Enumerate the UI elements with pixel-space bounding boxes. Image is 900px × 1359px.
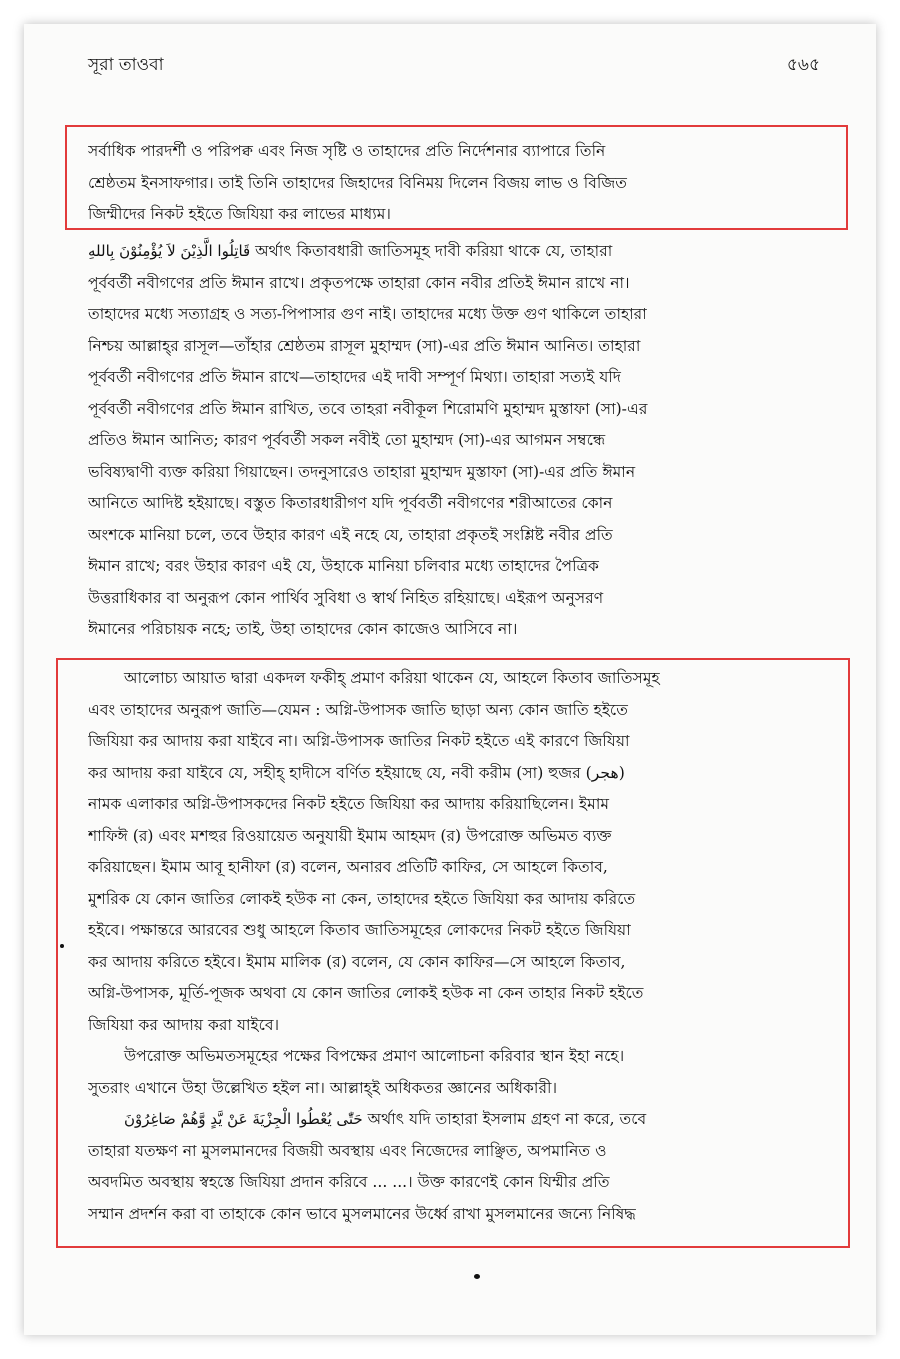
text-line: কর আদায় করিতে হইবে। ইমাম মালিক (র) বলেন, যে কোন কাফির—সে আহলে কিতাব, bbox=[88, 952, 626, 971]
box2-paragraph-2 bbox=[88, 1041, 820, 1104]
text-line: পূর্ববর্তী নবীগণের প্রতি ঈমান রাখে। প্রকৃতপক্ষে তাহারা কোন নবীর প্রতিই ঈমান রাখে না। bbox=[88, 273, 630, 292]
text-line: কর আদায় করা যাইবে যে, সহীহ্‌ হাদীসে বর্ণিত হইয়াছে যে, নবী করীম (সা) হুজর (هجر) bbox=[88, 763, 625, 782]
text-line: হইবে। পক্ষান্তরে আরবের শুধু আহলে কিতাব জাতিসমূহের লোকদের নিকট হইতে জিযিয়া bbox=[88, 921, 631, 939]
text-line: নিশ্চয় আল্লাহ্‌র রাসূল—তাঁহার শ্রেষ্ঠতম রাসূল মুহাম্মদ (সা)-এর প্রতি ঈমান আনিত। তাহারা bbox=[88, 336, 641, 355]
surah-title: সূরা তাওবা bbox=[88, 55, 164, 75]
text-line: মুশরিক যে কোন জাতির লোকই হউক না কেন, তাহাদের হইতে জিযিয়া কর আদায় করিতে bbox=[88, 889, 636, 908]
text-line: জিম্মীদের নিকট হইতে জিযিয়া কর লাভের মাধ্যম। bbox=[88, 205, 392, 223]
text-line bbox=[88, 236, 820, 268]
text-line: প্রতিও ঈমান আনিত; কারণ পূর্ববর্তী সকল নবীই তো মুহাম্মদ (সা)-এর আগমন সম্বন্ধে bbox=[88, 431, 606, 449]
text-line bbox=[88, 1104, 820, 1136]
box2-paragraph-3 bbox=[88, 1104, 820, 1230]
text-line: শাফিঈ (র) এবং মশহুর রিওয়ায়েত অনুযায়ী ইমাম আহমদ (র) উপরোক্ত অভিমত ব্যক্ত bbox=[88, 826, 612, 845]
page-number: ৫৬৫ bbox=[786, 55, 820, 75]
text-line: উত্তরাধিকার বা অনুরূপ কোন পার্থিব সুবিধা ও স্বার্থ নিহিত রহিয়াছে। এইরূপ অনুসরণ bbox=[88, 588, 604, 607]
scan-speck bbox=[60, 944, 64, 948]
scan-speck bbox=[474, 1274, 480, 1279]
text-line: তাহারা যতক্ষণ না মুসলমানদের বিজয়ী অবস্থায় এবং নিজেদের লাঞ্ছিত, অপমানিত ও bbox=[88, 1141, 607, 1160]
text-line: করিয়াছেন। ইমাম আবূ হানীফা (র) বলেন, অনারব প্রতিটি কাফির, সে আহলে কিতাব, bbox=[88, 858, 608, 876]
text-line: জিযিয়া কর আদায় করা যাইবে। bbox=[88, 1015, 280, 1034]
text-line: নামক এলাকার অগ্নি-উপাসকদের নিকট হইতে জিযিয়া কর আদায় করিয়াছিলেন। ইমাম bbox=[88, 795, 609, 813]
text-line: সুতরাং এখানে উহা উল্লেখিত হইল না। আল্লাহ্‌ই অধিকতর জ্ঞানের অধিকারী। bbox=[88, 1078, 558, 1097]
text-line: সম্মান প্রদর্শন করা বা তাহাকে কোন ভাবে মুসলমানের উর্ধ্বে রাখা মুসলমানের জন্যে নিষিদ্ধ bbox=[88, 1204, 636, 1223]
box1-paragraph bbox=[88, 136, 820, 231]
box2-paragraph-1 bbox=[88, 663, 820, 1041]
text-line: পূর্ববর্তী নবীগণের প্রতি ঈমান রাখে—তাহাদের এই দাবী সম্পূর্ণ মিথ্যা। তাহারা সত্যই যদি bbox=[88, 368, 621, 386]
text-line: শ্রেষ্ঠতম ইনসাফগার। তাই তিনি তাহাদের জিহাদের বিনিময় দিলেন বিজয় লাভ ও বিজিত bbox=[88, 173, 628, 192]
text-line: অগ্নি-উপাসক, মূর্তি-পূজক অথবা যে কোন জাতির লোকই হউক না কেন তাহার নিকট হইতে bbox=[88, 984, 644, 1002]
text-line: জিযিয়া কর আদায় করা যাইবে না। অগ্নি-উপাসক জাতির নিকট হইতে এই কারণে জিযিয়া bbox=[88, 732, 630, 750]
arabic-verse: حَتّٰى يُعْطُوا الْجِزْيَةَ عَنْ يَّدٍ وَّهُمْ صَاغِرُوْنَ bbox=[124, 1110, 363, 1128]
text-line: ঈমানের পরিচায়ক নহে; তাই, উহা তাহাদের কোন কাজেও আসিবে না। bbox=[88, 620, 518, 638]
text-line: তাহাদের মধ্যে সত্যাগ্রহ ও সত্য-পিপাসার গুণ নাই। তাহাদের মধ্যে উক্ত গুণ থাকিলে তাহারা bbox=[88, 305, 647, 323]
arabic-verse: قَاتِلُوا الَّذِيْنَ لاَ يُؤْمِنُوْنَ بِاللهِ bbox=[88, 242, 251, 260]
text-line: সর্বাধিক পারদর্শী ও পরিপক্ব এবং নিজ সৃষ্টি ও তাহাদের প্রতি নির্দেশনার ব্যাপারে তিনি bbox=[88, 142, 606, 160]
verse-translation-start: অর্থাৎ যদি তাহারা ইসলাম গ্রহণ না করে, তবে bbox=[367, 1110, 647, 1128]
text-line: ভবিষ্যদ্বাণী ব্যক্ত করিয়া গিয়াছেন। তদনুসারেও তাহারা মুহাম্মদ মুস্তাফা (সা)-এর প্রতি ঈমান bbox=[88, 462, 636, 481]
text-line: আলোচ্য আয়াত দ্বারা একদল ফকীহ্‌ প্রমাণ করিয়া থাকেন যে, আহলে কিতাব জাতিসমূহ bbox=[124, 669, 660, 687]
text-line: পূর্ববর্তী নবীগণের প্রতি ঈমান রাখিত, তবে তাহরা নবীকূল শিরোমণি মুহাম্মদ মুস্তাফা (সা)-এর bbox=[88, 399, 648, 418]
middle-paragraph bbox=[88, 236, 820, 646]
text-line: অবদমিত অবস্থায় স্বহস্তে জিযিয়া প্রদান করিবে ... ...। উক্ত কারণেই কোন যিম্মীর প্রতি bbox=[88, 1173, 610, 1191]
text-line: ঈমান রাখে; বরং উহার কারণ এই যে, উহাকে মানিয়া চলিবার মধ্যে তাহাদের পৈত্রিক bbox=[88, 557, 599, 575]
text-line: অংশকে মানিয়া চলে, তবে উহার কারণ এই নহে যে, তাহারা প্রকৃতই সংশ্লিষ্ট নবীর প্রতি bbox=[88, 525, 613, 544]
verse-translation-start: অর্থাৎ কিতাবধারী জাতিসমূহ দাবী করিয়া থাকে যে, তাহারা bbox=[255, 242, 613, 260]
page-header bbox=[88, 52, 820, 82]
text-line: এবং তাহাদের অনুরূপ জাতি—যেমন : অগ্নি-উপাসক জাতি ছাড়া অন্য কোন জাতি হইতে bbox=[88, 700, 628, 719]
text-line: উপরোক্ত অভিমতসমূহের পক্ষের বিপক্ষের প্রমাণ আলোচনা করিবার স্থান ইহা নহে। bbox=[124, 1047, 625, 1065]
text-line: আনিতে আদিষ্ট হইয়াছে। বস্তুত কিতারধারীগণ যদি পূর্ববর্তী নবীগণের শরীআতের কোন bbox=[88, 494, 613, 512]
